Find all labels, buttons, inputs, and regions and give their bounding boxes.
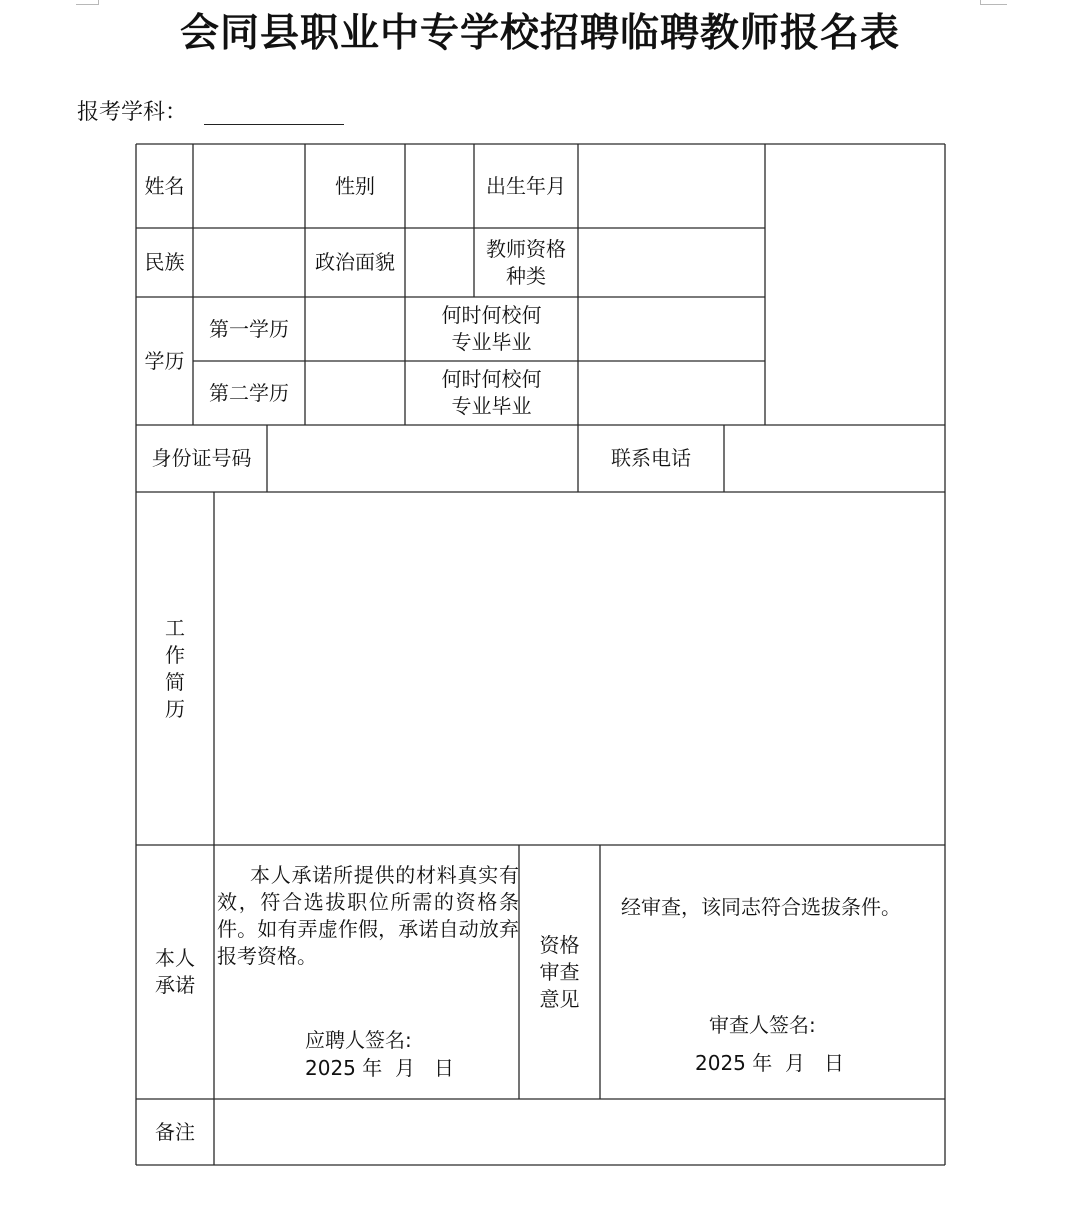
label-review	[519, 845, 600, 1099]
applicant-date[interactable]: 2025 年 月 日	[305, 1056, 455, 1080]
input-cert-type[interactable]	[578, 228, 765, 297]
input-grad-second[interactable]	[578, 361, 765, 425]
input-phone[interactable]	[724, 425, 945, 492]
label-pledge-line2: 承诺	[155, 973, 195, 997]
label-remarks: 备注	[155, 1119, 195, 1144]
label-pledge	[136, 845, 214, 1099]
input-edu-second[interactable]	[305, 361, 405, 425]
label-cert-type	[474, 228, 578, 297]
label-grad-first-line1: 何时何校何	[441, 303, 542, 327]
input-political[interactable]	[405, 228, 474, 297]
review-opinion-text: 经审查，该同志符合选拔条件。	[621, 895, 901, 919]
label-gender: 性别	[335, 173, 375, 198]
subject-label: 报考学科：	[77, 100, 188, 125]
label-phone: 联系电话	[611, 446, 691, 470]
label-ethnicity: 民族	[144, 250, 185, 274]
label-cert-type-line2: 种类	[506, 263, 546, 288]
label-name: 姓名	[144, 173, 185, 198]
label-education: 学历	[144, 348, 185, 373]
label-edu-first: 第一学历	[209, 316, 289, 341]
reviewer-signature-label: 审查人签名:	[709, 1013, 816, 1037]
input-ethnicity[interactable]	[193, 228, 305, 297]
input-remarks[interactable]	[214, 1099, 945, 1165]
label-cert-type-line1: 教师资格	[486, 236, 566, 261]
label-grad-first-line2: 专业毕业	[451, 330, 532, 354]
label-work-char4: 历	[165, 696, 185, 721]
label-review-line1: 资格	[539, 932, 580, 957]
input-work-history[interactable]	[214, 492, 945, 845]
label-work-history	[136, 492, 214, 845]
input-birth[interactable]	[578, 144, 765, 228]
reviewer-date[interactable]: 2025 年 月 日	[695, 1051, 845, 1075]
photo-area[interactable]	[765, 144, 945, 425]
label-edu-second: 第二学历	[209, 380, 289, 405]
label-birth: 出生年月	[486, 173, 566, 198]
label-work-char3: 简	[165, 669, 185, 694]
label-grad-second-line1: 何时何校何	[441, 367, 542, 391]
label-review-line2: 审查	[539, 959, 580, 984]
label-work-char1: 工	[165, 615, 185, 640]
label-grad-first	[405, 297, 578, 361]
input-grad-first[interactable]	[578, 297, 765, 361]
input-edu-first[interactable]	[305, 297, 405, 361]
label-work-char2: 作	[165, 642, 185, 667]
input-name[interactable]	[193, 144, 305, 228]
input-gender[interactable]	[405, 144, 474, 228]
label-pledge-line1: 本人	[155, 946, 195, 970]
label-id-number: 身份证号码	[151, 446, 252, 470]
pledge-text: 本人承诺所提供的材料真实有效，符合选拔职位所需的资格条件。如有弄虚作假，承诺自动放弃报考资格。	[217, 863, 519, 968]
input-id-number[interactable]	[267, 425, 578, 492]
form-title: 会同县职业中专学校招聘临聘教师报名表	[179, 11, 900, 56]
label-grad-second-line2: 专业毕业	[451, 394, 532, 418]
applicant-signature-label: 应聘人签名:	[305, 1028, 412, 1052]
label-review-line3: 意见	[539, 986, 580, 1011]
label-political: 政治面貌	[315, 250, 395, 274]
label-grad-second	[405, 361, 578, 425]
